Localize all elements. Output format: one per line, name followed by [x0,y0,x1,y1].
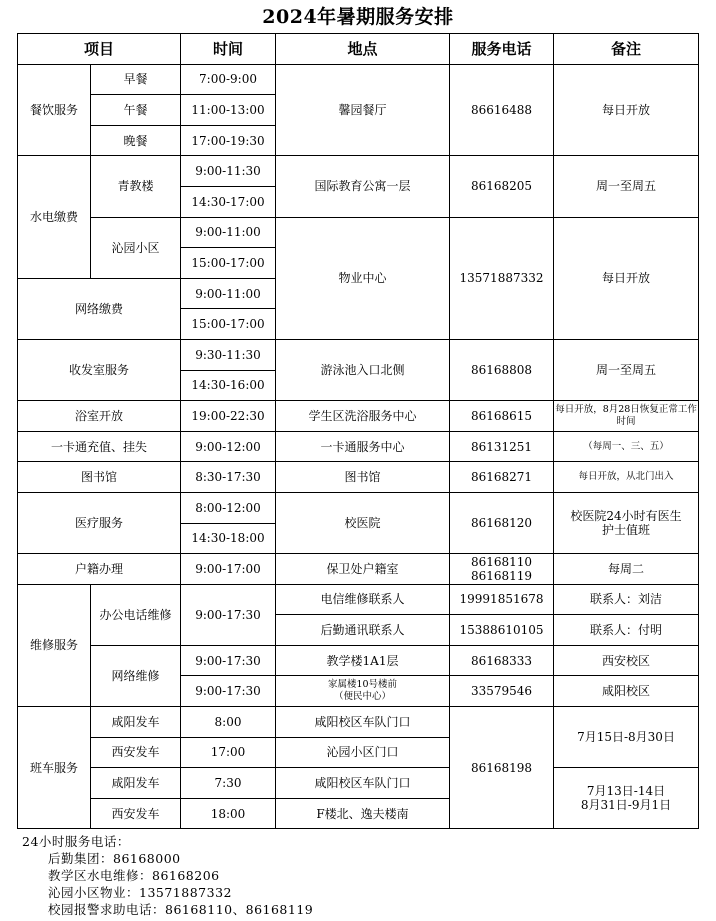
utility-note: 每日开放 [554,217,699,339]
table-row [18,339,699,370]
medical-time2: 14:30-18:00 [181,523,276,554]
medical-label: 医疗服务 [18,492,181,553]
bath-time: 19:00-22:30 [181,401,276,432]
qingjiao-time1: 9:00-11:30 [181,156,276,187]
shuttle-label: 西安发车 [91,798,181,829]
dinner-label: 晚餐 [91,125,181,156]
dining-place: 馨园餐厅 [276,64,450,156]
household-time: 9:00-17:00 [181,554,276,585]
xianyang-place-line2: （便民中心） [334,691,392,703]
table-row [18,645,699,676]
table-row [18,462,699,493]
shuttle-note1: 7月15日-8月30日 [554,707,699,768]
utility-place: 物业中心 [276,217,450,339]
shuttle-label: 咸阳发车 [91,768,181,799]
household-phone2: 86168119 [470,568,533,583]
network-repair-xian-phone: 86168333 [450,645,554,676]
qingjiao-note: 周一至周五 [554,156,699,217]
shuttle-place: 沁园小区门口 [276,737,450,768]
page-title: 2024年暑期服务安排 [262,6,454,28]
telecom-phone: 19991851678 [450,584,554,615]
table-row [18,217,699,248]
table-row [18,707,699,738]
medical-place: 校医院 [276,492,450,553]
bath-phone: 86168615 [450,401,554,432]
logistics-place: 后勤通讯联系人 [276,615,450,646]
lunch-time: 11:00-13:00 [181,95,276,126]
bath-label: 浴室开放 [18,401,181,432]
table-row [18,156,699,187]
dining-phone: 86616488 [450,64,554,156]
shuttle-note2-line2: 8月31日-9月1日 [580,798,672,813]
hotline-line: 教学区水电维修：86168206 [48,868,220,883]
logistics-note: 联系人：付明 [554,615,699,646]
hotline-heading: 24小时服务电话： [22,834,130,849]
utility-category: 水电缴费 [18,156,91,278]
bath-note: 每日开放，8月28日恢复正常工作时间 [554,401,699,432]
household-phone1: 86168110 [470,554,533,569]
office-phone-repair-time: 9:00-17:30 [181,584,276,645]
schedule-table [17,33,699,829]
dining-category: 餐饮服务 [18,64,91,156]
breakfast-time: 7:00-9:00 [181,64,276,95]
shuttle-time: 8:00 [181,707,276,738]
network-repair-xianyang-time: 9:00-17:30 [181,676,276,707]
card-place: 一卡通服务中心 [276,431,450,462]
lunch-label: 午餐 [91,95,181,126]
qingjiao-label: 青教楼 [91,156,181,217]
utility-phone: 13571887332 [450,217,554,339]
network-repair-xianyang-place [276,676,450,707]
shuttle-phone: 86168198 [450,707,554,829]
qingjiao-phone: 86168205 [450,156,554,217]
bath-place: 学生区洗浴服务中心 [276,401,450,432]
header-row [18,34,699,65]
card-phone: 86131251 [450,431,554,462]
dinner-time: 17:00-19:30 [181,125,276,156]
shuttle-label: 西安发车 [91,737,181,768]
table-row [18,584,699,615]
network-fee-time1: 9:00-11:00 [181,278,276,309]
header-item: 项目 [18,34,181,65]
shuttle-label: 咸阳发车 [91,707,181,738]
medical-phone: 86168120 [450,492,554,553]
mailroom-note: 周一至周五 [554,339,699,400]
household-phones [450,554,554,585]
header-place: 地点 [276,34,450,65]
table-row [18,64,699,95]
shuttle-place: F楼北、逸夫楼南 [276,798,450,829]
network-repair-xian-time: 9:00-17:30 [181,645,276,676]
library-label: 图书馆 [18,462,181,493]
mailroom-time2: 14:30-16:00 [181,370,276,401]
hotline-line: 后勤集团：86168000 [48,851,181,866]
mailroom-place: 游泳池入口北侧 [276,339,450,400]
network-repair-xian-place: 教学楼1A1层 [276,645,450,676]
qinyuan-label: 沁园小区 [91,217,181,278]
network-repair-xian-note: 西安校区 [554,645,699,676]
telecom-note: 联系人：刘洁 [554,584,699,615]
shuttle-time: 17:00 [181,737,276,768]
mailroom-time1: 9:30-11:30 [181,339,276,370]
library-note: 每日开放，从北门出入 [554,462,699,493]
network-repair-xianyang-phone: 33579546 [450,676,554,707]
medical-note: 校医院24小时有医生护士值班 [554,492,699,553]
qinyuan-time2: 15:00-17:00 [181,248,276,279]
network-fee-label: 网络缴费 [18,278,181,339]
shuttle-place: 咸阳校区车队门口 [276,768,450,799]
card-note: （每周一、三、五） [554,431,699,462]
qingjiao-time2: 14:30-17:00 [181,186,276,217]
hotline-section [22,833,313,918]
office-phone-repair-label: 办公电话维修 [91,584,181,645]
shuttle-note2 [554,768,699,829]
shuttle-place: 咸阳校区车队门口 [276,707,450,738]
logistics-phone: 15388610105 [450,615,554,646]
table-row [18,431,699,462]
hotline-line: 校园报警求助电话：86168110、86168119 [48,902,314,917]
library-phone: 86168271 [450,462,554,493]
network-repair-label: 网络维修 [91,645,181,706]
dining-note: 每日开放 [554,64,699,156]
network-repair-xianyang-note: 咸阳校区 [554,676,699,707]
mailroom-phone: 86168808 [450,339,554,400]
mailroom-label: 收发室服务 [18,339,181,400]
household-note: 每周二 [554,554,699,585]
network-fee-time2: 15:00-17:00 [181,309,276,340]
shuttle-time: 18:00 [181,798,276,829]
qingjiao-place: 国际教育公寓一层 [276,156,450,217]
library-place: 图书馆 [276,462,450,493]
header-note: 备注 [554,34,699,65]
table-row [18,401,699,432]
household-place: 保卫处户籍室 [276,554,450,585]
hotline-line: 沁园小区物业：13571887332 [48,885,232,900]
household-label: 户籍办理 [18,554,181,585]
card-label: 一卡通充值、挂失 [18,431,181,462]
table-row [18,768,699,799]
shuttle-time: 7:30 [181,768,276,799]
shuttle-note2-line1: 7月13日-14日 [586,784,666,799]
table-row [18,492,699,523]
breakfast-label: 早餐 [91,64,181,95]
library-time: 8:30-17:30 [181,462,276,493]
shuttle-category: 班车服务 [18,707,91,829]
xianyang-place-line1: 家属楼10号楼前 [327,679,398,691]
card-time: 9:00-12:00 [181,431,276,462]
header-phone: 服务电话 [450,34,554,65]
header-time: 时间 [181,34,276,65]
qinyuan-time1: 9:00-11:00 [181,217,276,248]
repair-category: 维修服务 [18,584,91,706]
medical-time1: 8:00-12:00 [181,492,276,523]
table-row [18,554,699,585]
telecom-place: 电信维修联系人 [276,584,450,615]
